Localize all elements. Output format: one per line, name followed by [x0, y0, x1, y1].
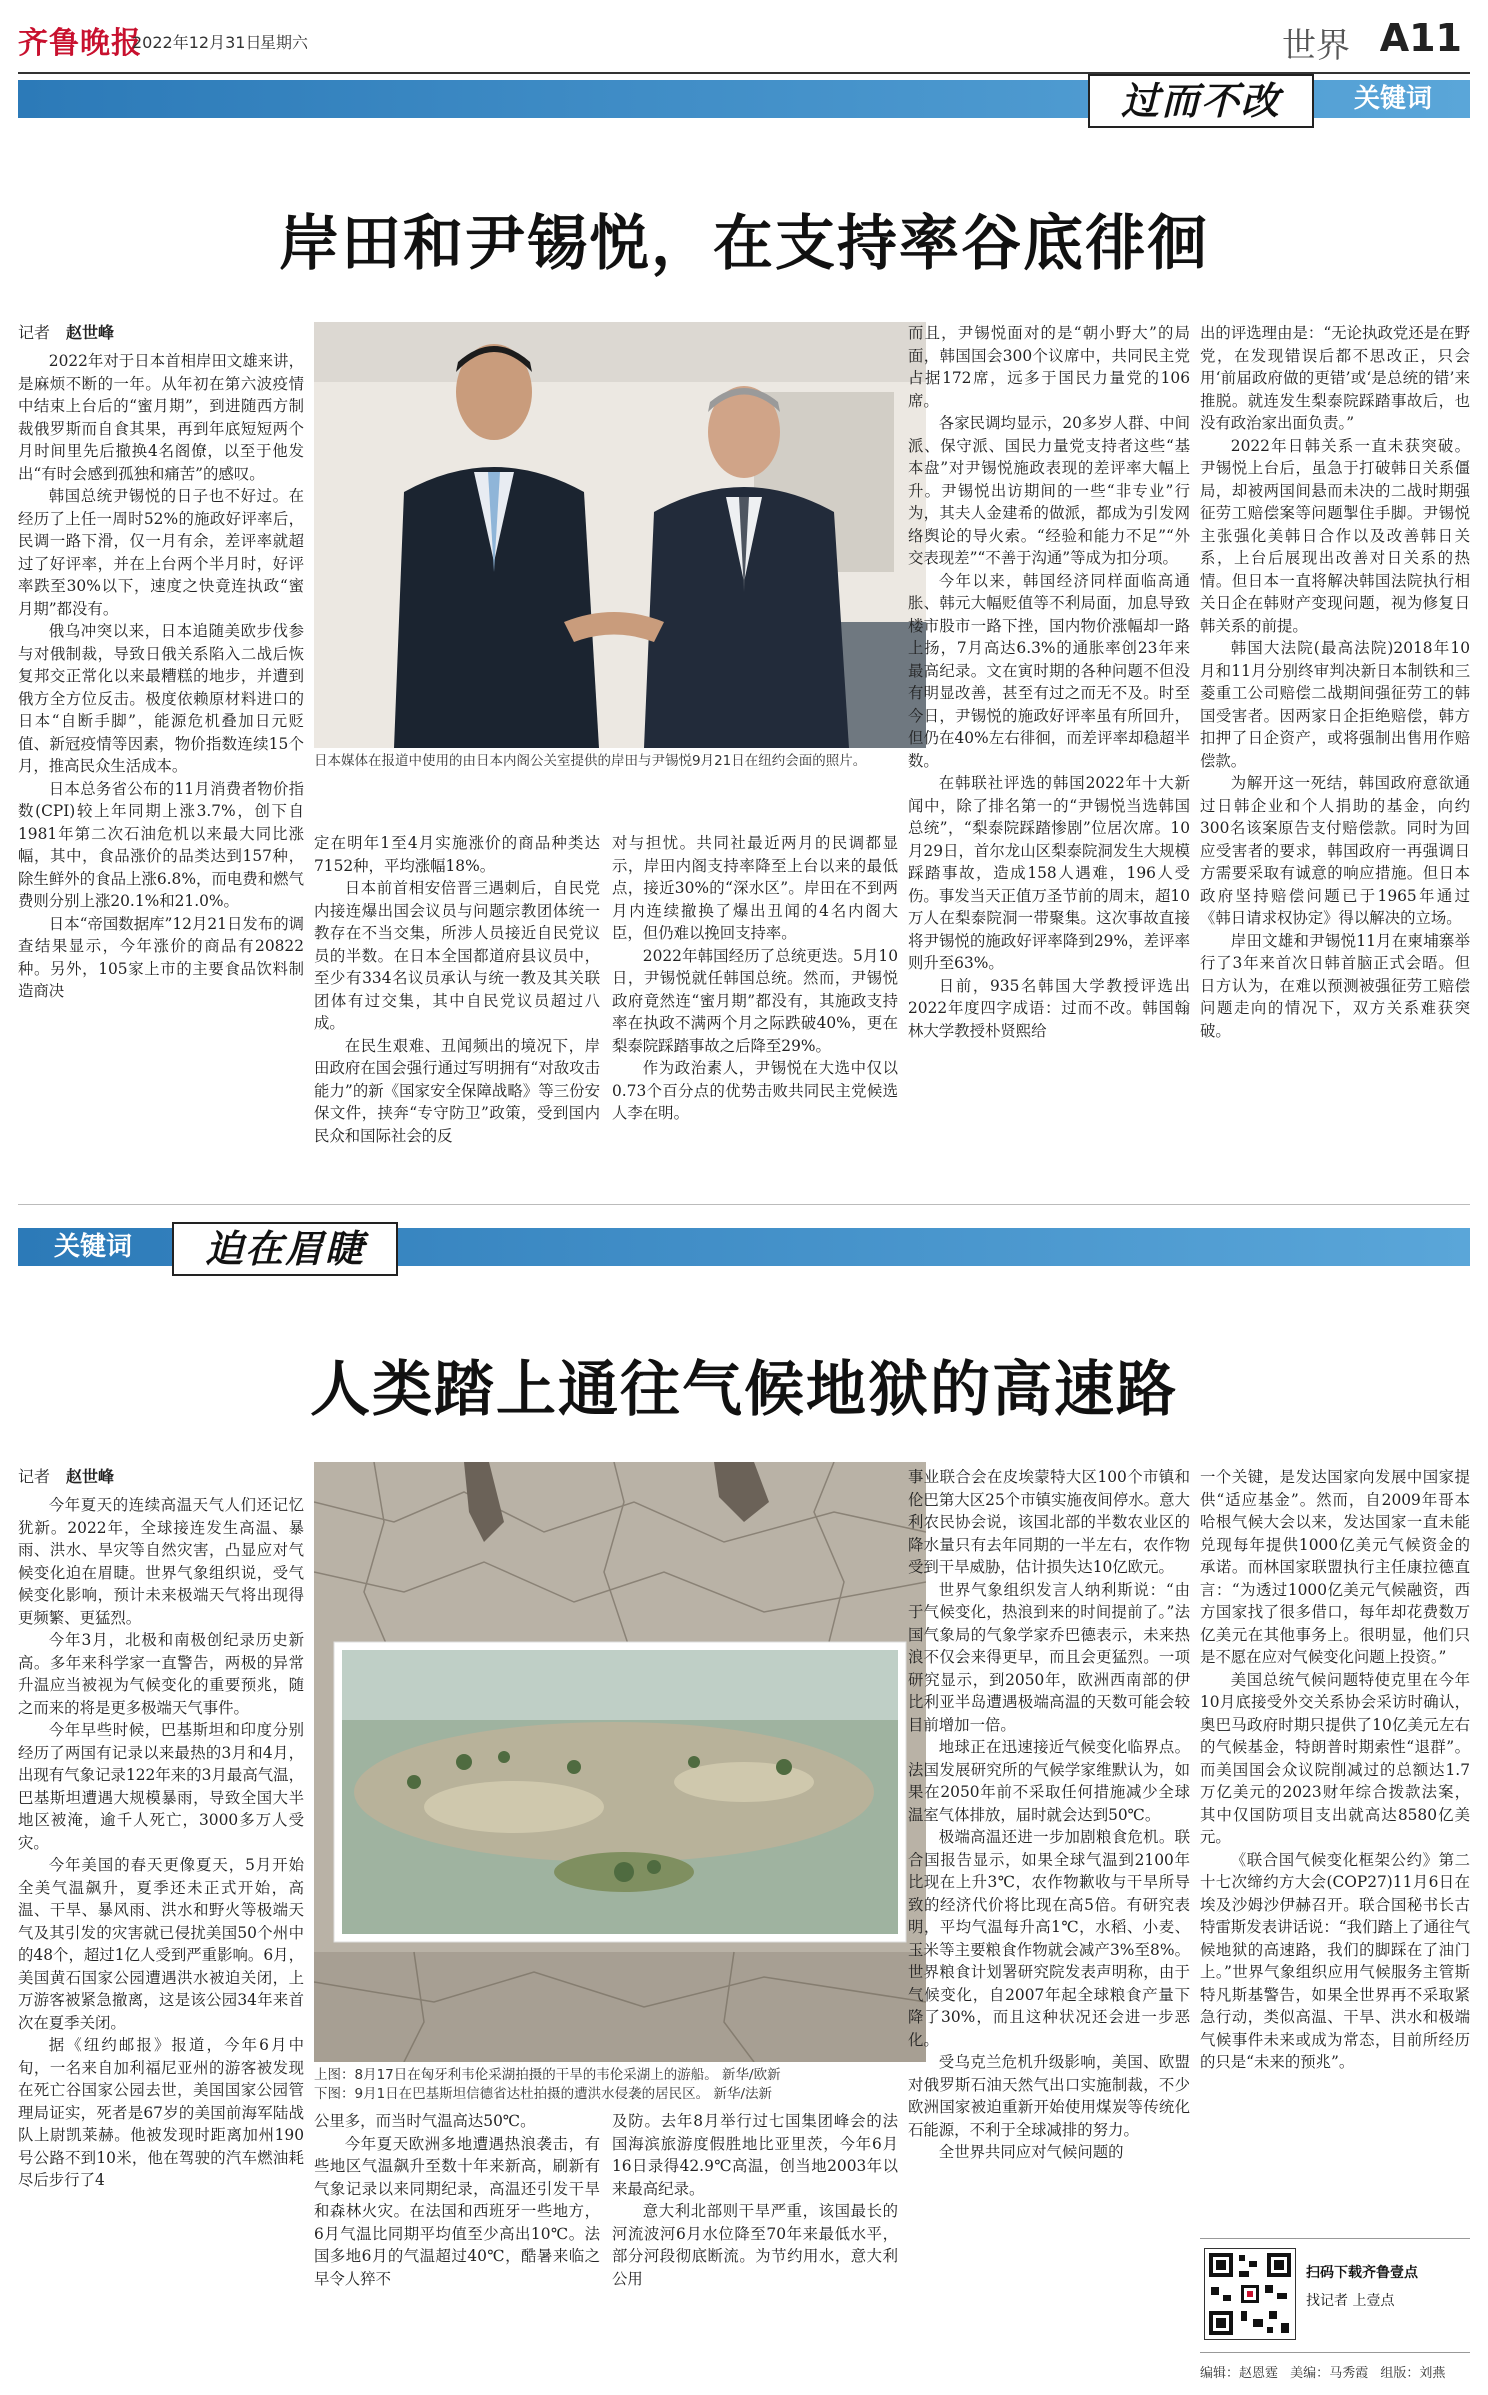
paragraph: 极端高温还进一步加剧粮食危机。联合国报告显示，如果全球气温到2100年比现在上升3℃，农作物歉收与干旱所导致的经济代价将比现在高5倍。有研究表明，平均气温每升高1℃，水稻、小麦、玉米等主要粮食作物就会减产3%至8%。世界粮食计划署研究院发表声明称，由于气候变化，自2007年起全球粮食产量下降了30%，而且这种状况还会进一步恶化。	[908, 1828, 1190, 2049]
paragraph: 对与担忧。共同社最近两月的民调都显示，岸田内阁支持率降至上台以来的最低点，接近30%的“深水区”。岸田在不到两月内连续撤换了爆出丑闻的4名内阁大臣，但仍难以挽回支持率。	[612, 834, 898, 942]
keyword-label-2: 关键词	[53, 1232, 132, 1262]
paragraph: 2022年日韩关系一直未获突破。尹锡悦上台后，虽急于打破韩日关系僵局，却被两国间悬而未决的二战时期强征劳工赔偿案等问题掣住手脚。尹锡悦主张强化美韩日合作以及改善韩日关系，上台后展现出改善对日关系的热情。但日本一直将解决韩国法院执行相关日企在韩财产变现问题，视为修复日韩关系的前提。	[1200, 436, 1470, 635]
byline-2: 记者 赵世峰	[18, 1467, 115, 1486]
page-credits: 编辑：赵恩霆 美编：马秀霞 组版：刘燕	[1200, 2366, 1446, 2381]
headline-1: 岸田和尹锡悦，在支持率谷底徘徊	[279, 209, 1209, 279]
paragraph: 美国总统气候问题特使克里在今年10月底接受外交关系协会采访时确认，奥巴马政府时期只提供了10亿美元左右的气候基金，特朗普时期索性“退群”。而美国国会众议院削减过的总额达1.7万亿美元的2023财年综合拨款法案，其中仅国防项目支出就高达8580亿美元。	[1200, 1670, 1470, 1846]
issue-weekday: 星期六	[260, 33, 309, 52]
art-editor-name: 马秀霞	[1329, 2366, 1369, 2381]
article2-col3	[612, 2110, 898, 2391]
article2-col5	[1200, 1466, 1470, 2226]
article1-col2	[314, 832, 600, 1190]
caption-top-photo: 上图：8月17日在匈牙利韦伦采湖拍摄的干旱的韦伦采湖上的游船。 新华/欧新	[314, 2067, 781, 2083]
paragraph: 事业联合会在皮埃蒙特大区100个市镇和伦巴第大区25个市镇实施夜间停水。意大利农民协会说，该国北部的半数农业区的降水量只有去年同期的一半左右，农作物受到干旱威胁，估计损失达10亿欧元。	[908, 1468, 1190, 1576]
article2-col1	[18, 1466, 304, 2391]
paragraph: 在民生艰难、丑闻频出的境况下，岸田政府在国会强行通过写明拥有“对敌攻击能力”的新《国家安全保障战略》等三份安保文件，挟奔“专守防卫”政策，受到国内民众和国际社会的反	[314, 1036, 600, 1145]
paragraph: 出的评选理由是：“无论执政党还是在野党，在发现错误后都不思改正，只会用‘前届政府做的更错’或‘是总统的错’来推脱。就连发生梨泰院踩踏事故后，也没有政治家出面负责。”	[1200, 324, 1470, 432]
paragraph: 世界气象组织发言人纳利斯说：“由于气候变化，热浪到来的时间提前了。”法国气象局的气象学家乔巴德表示，未来热浪不仅会来得更早，而且会更猛烈。一项研究显示，到2050年，欧洲西南部的伊比利亚半岛遭遇极端高温的天数可能会较目前增加一倍。	[908, 1580, 1190, 1734]
newspaper-logo: 齐鲁晚报	[18, 26, 142, 61]
paragraph: 今年美国的春天更像夏天，5月开始全美气温飙升，夏季还未正式开始，高温、干旱、暴风雨、洪水和野火等极端天气及其引发的灾害就已侵扰美国50个州中的48个，超过1亿人受到严重影响。6月，美国黄石国家公园遭遇洪水被迫关闭，上万游客被紧急撤离，这是该公园34年来首次在夏季关闭。	[18, 1856, 304, 2032]
keyword-phrase-2: 迫在眉睫	[172, 1222, 398, 1276]
paragraph: 日前，935名韩国大学教授评选出2022年度四字成语：过而不改。韩国翰林大学教授朴贤熙给	[908, 976, 1190, 1040]
paragraph: 定在明年1至4月实施涨价的商品种类达7152种，平均涨幅18%。	[314, 834, 600, 875]
qr-caption-line1: 扫码下载齐鲁壹点	[1306, 2265, 1418, 2281]
paragraph: 日本总务省公布的11月消费者物价指数(CPI)较上年同期上涨3.7%，创下自1981年第二次石油危机以来最大同比涨幅，其中，食品涨价的品类达到157种，除生鲜外的食品上涨6.8%，而电费和燃气费则分别上涨20.1%和21.0%。	[18, 779, 304, 910]
paragraph: 今年夏天欧洲多地遭遇热浪袭击，有些地区气温飙升至数十年来新高，刷新有气象记录以来同期纪录，高温还引发干旱和森林火灾。在法国和西班牙一些地方，6月气温比同期平均值至少高出10℃。法国多地6月的气温超过40℃，酷暑来临之早令人猝不	[314, 2134, 600, 2288]
article1-col3	[612, 832, 898, 1190]
paragraph: 日本“帝国数据库”12月21日发布的调查结果显示，今年涨价的商品有20822种。另外，105家上市的主要食品饮料制造商决	[18, 914, 304, 1000]
paragraph: 全世界共同应对气候问题的	[938, 2143, 1124, 2161]
paragraph: 各家民调均显示，20多岁人群、中间派、保守派、国民力量党支持者这些“基本盘”对尹锡悦施政表现的差评率大幅上升。尹锡悦出访期间的一些“非专业”行为，其夫人金建希的做派，都成为引发网络舆论的导火索。“经验和能力不足”“外交表现差”“不善于沟通”等成为扣分项。	[908, 414, 1190, 567]
paragraph: 公里多，而当时气温高达50℃。	[314, 2112, 536, 2130]
footer-rule	[1200, 2238, 1470, 2239]
caption-bottom-photo: 下图：9月1日在巴基斯坦信德省达杜拍摄的遭洪水侵袭的居民区。 新华/法新	[314, 2086, 773, 2102]
paragraph: 作为政治素人，尹锡悦在大选中仅以0.73个百分点的优势击败共同民主党候选人李在明。	[612, 1059, 898, 1122]
page-header	[18, 10, 1470, 78]
keyword-label-1: 关键词	[1353, 84, 1432, 114]
paragraph: 2022年韩国经历了总统更迭。5月10日，尹锡悦就任韩国总统。然而，尹锡悦政府竟然连“蜜月期”都没有，其施政支持率在执政不满两个月之际跌破40%，更在梨泰院踩踏事故之后降至29%。	[612, 946, 898, 1055]
paragraph: 受乌克兰危机升级影响，美国、欧盟对俄罗斯石油天然气出口实施制裁，不少欧洲国家被迫重新开始使用煤炭等传统化石能源，不利于全球减排的努力。	[908, 2053, 1190, 2139]
article1-col4	[908, 322, 1190, 1190]
keyword-phrase-1: 过而不改	[1088, 74, 1314, 128]
section-name: 世界	[1282, 26, 1350, 66]
editor-name: 赵恩霆	[1239, 2366, 1279, 2381]
paragraph: 《联合国气候变化框架公约》第二十七次缔约方大会(COP27)11月6日在埃及沙姆沙伊赫召开。联合国秘书长古特雷斯发表讲话说：“我们踏上了通往气候地狱的高速路，我们的脚踩在了油门上。”世界气象组织应用气候服务主管斯特凡斯基警告，如果全世界再不采取紧急行动，类似高温、干旱、洪水和极端气候事件未来或成为常态，目前所经历的只是“未来的预兆”。	[1200, 1850, 1470, 2071]
paragraph: 俄乌冲突以来，日本追随美欧步伐参与对俄制裁，导致日俄关系陷入二战后恢复邦交正常化以来最糟糕的地步，并遭到俄方全方位反击。极度依赖原材料进口的日本“自断手脚”，能源危机叠加日元贬值、新冠疫情等因素，物价指数连续15个月，推高民众生活成本。	[18, 622, 304, 775]
paragraph: 今年早些时候，巴基斯坦和印度分别经历了两国有记录以来最热的3月和4月，出现有气象记录122年来的3月最高气温，巴基斯坦遭遇大规模暴雨，导致全国大半地区被淹，逾千人死亡，3000多万人受灾。	[18, 1721, 304, 1852]
paragraph: 一个关键，是发达国家向发展中国家提供“适应基金”。然而，自2009年哥本哈根气候大会以来，发达国家一直未能兑现每年提供1000亿美元气候资金的承诺。而林国家联盟执行主任康拉德直言：“为透过1000亿美元气候融资，西方国家找了很多借口，每年却花费数万亿美元在其他事务上。很明显，他们只是不愿在应对气候变化问题上投资。”	[1200, 1468, 1470, 1666]
credits-rule	[1200, 2352, 1470, 2353]
paragraph: 及防。去年8月举行过七国集团峰会的法国海滨旅游度假胜地比亚里茨，今年6月16日录得42.9℃高温，创当地2003年以来最高纪录。	[612, 2112, 898, 2198]
article1-col5	[1200, 322, 1470, 1190]
paragraph: 今年以来，韩国经济同样面临高通胀、韩元大幅贬值等不利局面，加息导致楼市股市一路下挫，国内物价涨幅却一路上扬，7月高达6.3%的通胀率创23年来最高纪录。文在寅时期的各种问题不但没有明显改善，甚至有过之而无不及。时至今日，尹锡悦的施政好评率虽有所回升，但仍在40%左右徘徊，而差评率却稳超半数。	[908, 571, 1190, 770]
article2-col2	[314, 2110, 600, 2391]
photo-drought-and-flood	[314, 1462, 926, 2062]
headline-2: 人类踏上通往气候地狱的高速路	[310, 1355, 1178, 1425]
layout-editor-name: 刘燕	[1419, 2366, 1446, 2381]
paragraph: 今年夏天的连续高温天气人们还记忆犹新。2022年，全球接连发生高温、暴雨、洪水、旱灾等自然灾害，凸显应对气候变化迫在眉睫。世界气象组织说，受气候变化影响，预计未来极端天气将出现得更频繁、更猛烈。	[18, 1496, 304, 1627]
byline-1: 记者 赵世峰	[18, 323, 115, 342]
article-divider	[18, 1204, 1470, 1205]
paragraph: 据《纽约邮报》报道，今年6月中旬，一名来自加利福尼亚州的游客被发现在死亡谷国家公园去世，美国国家公园管理局证实，死者是67岁的美国前海军陆战队上尉凯莱赫。他被发现时距离加州190号公路不到10米，他在驾驶的汽车燃油耗尽后步行了4	[18, 2036, 304, 2189]
paragraph: 地球正在迅速接近气候变化临界点。法国发展研究所的气候学家维默认为，如果在2050年前不采取任何措施减少全球温室气体排放，届时就会达到50℃。	[908, 1738, 1190, 1824]
paragraph: 今年3月，北极和南极创纪录历史新高。多年来科学家一直警告，两极的异常升温应当被视为气候变化的重要预兆，随之而来的将是更多极端天气事件。	[18, 1631, 304, 1717]
qr-code-icon[interactable]	[1204, 2248, 1296, 2340]
page-number: A11	[1379, 16, 1462, 60]
paragraph: 为解开这一死结，韩国政府意欲通过日韩企业和个人捐助的基金，向约300名该案原告支付赔偿款。同时为回应受害者的要求，韩国政府一再强调日方需要采取有诚意的响应措施。但日本政府坚持赔偿问题已于1965年通过《韩日请求权协定》得以解决的立场。	[1200, 774, 1470, 927]
photo-caption-1: 日本媒体在报道中使用的由日本内阁公关室提供的岸田与尹锡悦9月21日在纽约会面的照片。	[314, 753, 867, 769]
paragraph: 在韩联社评选的韩国2022年十大新闻中，除了排名第一的“尹锡悦当选韩国总统”，“梨泰院踩踏惨剧”位居次席。10月29日，首尔龙山区梨泰院洞发生大规模踩踏事故，造成158人遇难，196人受伤。事发当天正值万圣节前的周末，超10万人在梨泰院洞一带聚集。这次事故直接将尹锡悦的施政好评率降到29%，差评率则升至63%。	[908, 774, 1190, 972]
article2-col4	[908, 1466, 1190, 2391]
paragraph: 韩国大法院(最高法院)2018年10月和11月分别终审判决新日本制铁和三菱重工公司赔偿二战期间强征劳工的韩国受害者。因两家日企拒绝赔偿，韩方扣押了日企资产，或将强制出售用作赔偿款。	[1200, 639, 1470, 770]
paragraph: 意大利北部则干旱严重，该国最长的河流波河6月水位降至70年来最低水平，部分河段彻底断流。为节约用水，意大利公用	[612, 2202, 898, 2288]
paragraph: 韩国总统尹锡悦的日子也不好过。在经历了上任一周时52%的施政好评率后，民调一路下滑，仅一月有余，差评率就超过了好评率，并在上台两个半月时，好评率跌至30%以下，速度之快竟连执政“蜜月期”都没有。	[18, 487, 304, 618]
qr-caption-line2: 找记者 上壹点	[1306, 2293, 1395, 2309]
paragraph: 岸田文雄和尹锡悦11月在柬埔寨举行了3年来首次日韩首脑正式会晤。但日方认为，在难以预测被强征劳工赔偿问题走向的情况下，双方关系难获突破。	[1200, 931, 1470, 1040]
photo-caption-2	[314, 2066, 926, 2104]
issue-date: 2022年12月31日	[132, 33, 262, 52]
paragraph: 2022年对于日本首相岸田文雄来讲，是麻烦不断的一年。从年初在第六波疫情中结束上台后的“蜜月期”，到进随西方制裁俄罗斯而自食其果，再到年底短短两个月时间里先后撤换4名阁僚，以至于他发出“有时会感到孤独和痛苦”的感叹。	[18, 352, 304, 483]
article1-col1	[18, 322, 304, 1190]
photo-kishida-yoon	[314, 322, 926, 748]
paragraph: 而且，尹锡悦面对的是“朝小野大”的局面，韩国国会300个议席中，共同民主党占据172席，远多于国民力量党的106席。	[908, 324, 1190, 410]
paragraph: 日本前首相安倍晋三遇刺后，自民党内接连爆出国会议员与问题宗教团体统一教存在不当交集，所涉人员接近自民党议员的半数。在日本全国都道府县议员中，至少有334名议员承认与统一教及其关联团体有过交集，其中自民党议员超过八成。	[314, 879, 600, 1032]
